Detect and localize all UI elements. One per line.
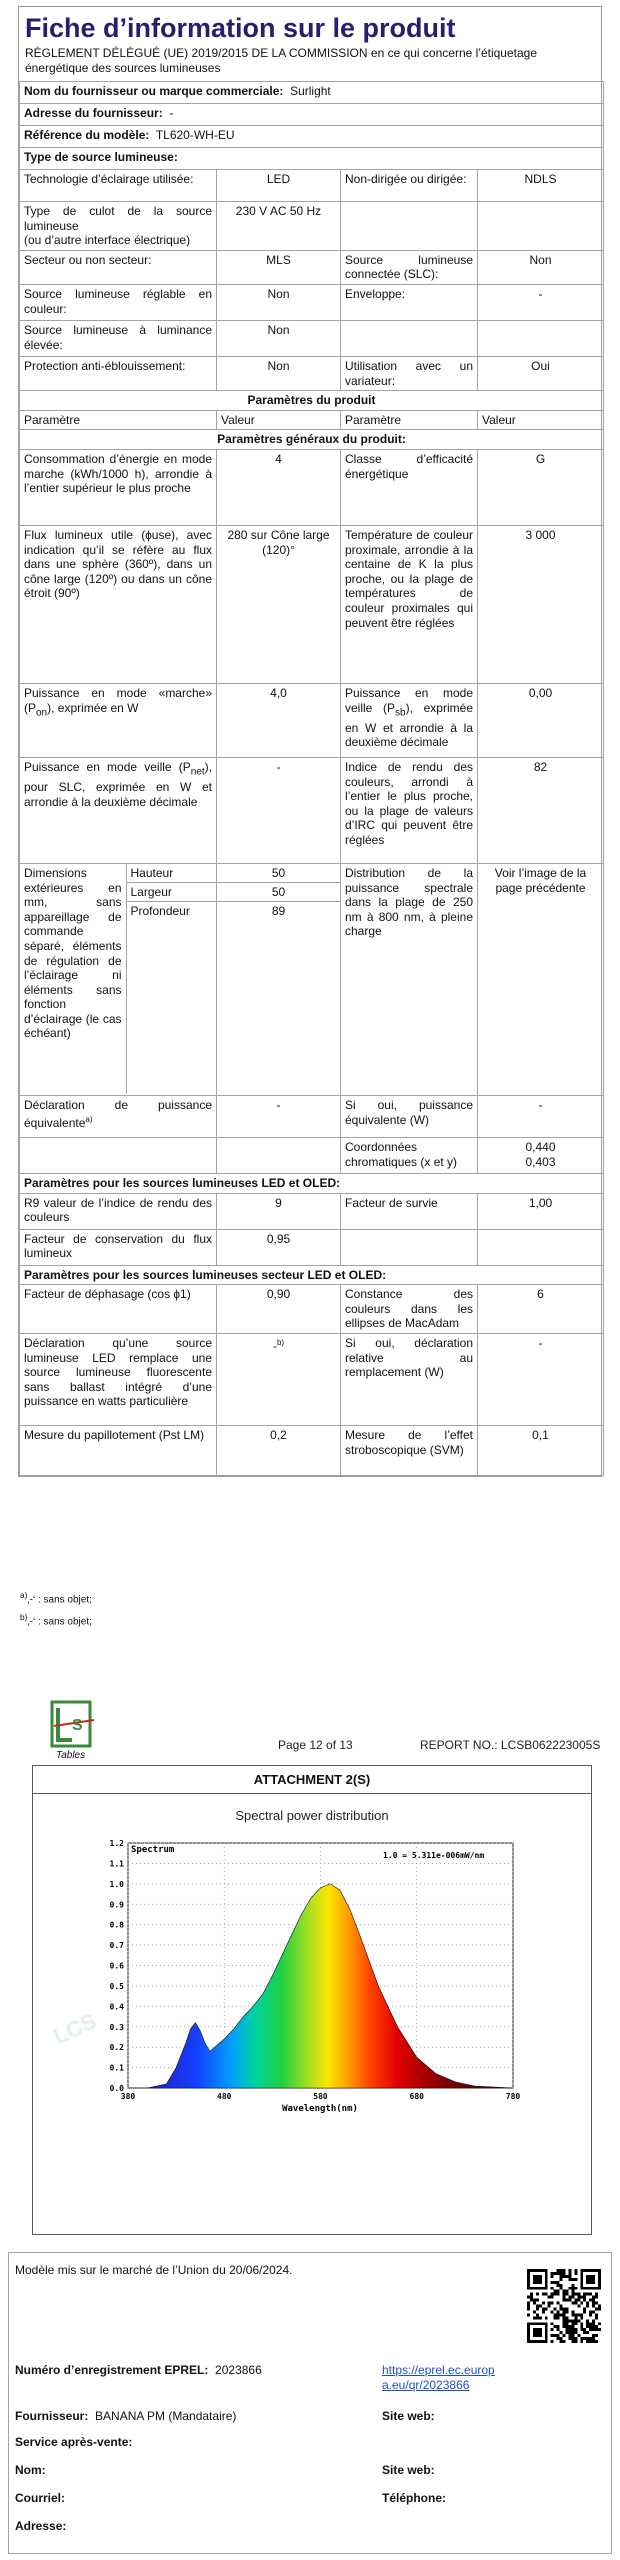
- y-tick-label: 0.7: [109, 1941, 124, 1951]
- cap-type-label-2: (ou d’autre interface électrique): [24, 233, 191, 248]
- lighting-technology-label: Technologie d’éclairage utilisée:: [20, 170, 217, 202]
- energy-class-label: Classe d’efficacité énergétique: [341, 449, 478, 525]
- column-header-parameter-2: Paramètre: [341, 410, 478, 430]
- product-parameters-heading: Paramètres du produit: [20, 391, 604, 411]
- y-axis-label: Spectrum: [131, 1845, 175, 1855]
- y-tick-label: 0.2: [109, 2043, 124, 2053]
- footnote-b: $^{b)}$‚-‘ : sans objet;: [20, 1612, 92, 1628]
- phone-label: Téléphone:: [382, 2491, 447, 2505]
- energy-consumption-label: Consommation d’énergie en mode marche (kWh/1000 h), arrondie à l’entier supérieur le plus proche: [20, 449, 217, 525]
- colour-temperature-value: 3 000: [478, 525, 604, 683]
- on-mode-power-value: 4,0: [217, 683, 341, 757]
- depth-value: 89: [271, 903, 286, 918]
- x-tick-label: 480: [217, 2092, 232, 2101]
- envelope-label: Enveloppe:: [341, 284, 478, 320]
- lab-logo: [50, 1700, 110, 1770]
- led-parameters-heading: Paramètres pour les sources lumineuses LED et OLED:: [20, 1173, 604, 1193]
- footnotes: [18, 1585, 602, 1630]
- anti-glare-label: Protection anti-éblouissement:: [20, 356, 217, 390]
- column-header-value: Valeur: [217, 410, 341, 430]
- cri-label: Indice de rendu des couleurs, arrondi à l’entier le plus proche, ou la plage de valeurs d’IRC qui peuvent être réglées: [341, 757, 478, 863]
- networked-standby-value: -: [217, 757, 341, 863]
- footnote-a: $^{a)}$‚-‘ : sans objet;: [20, 1590, 92, 1606]
- lumen-maintenance-value: 0,95: [217, 1229, 341, 1265]
- slc-value: Non: [478, 250, 604, 284]
- spectral-distribution-value: Voir l’image de la page précédente: [478, 863, 604, 1095]
- high-luminance-label: Source lumineuse à luminance élevée:: [20, 320, 217, 356]
- logo-caption: Tables: [56, 1750, 86, 1761]
- attachment-box: [32, 1765, 592, 2235]
- energy-consumption-value: 4: [217, 449, 341, 525]
- supplier-value: BANANA PM (Mandataire): [95, 2409, 237, 2423]
- email-label: Courriel:: [15, 2491, 66, 2505]
- eprel-link[interactable]: https://eprel.ec.europa.eu/qr/2023866: [382, 2363, 495, 2392]
- height-label: Hauteur: [127, 864, 217, 883]
- led-replacement-label: Déclaration qu’une source lumineuse LED remplace une source lumineuse fluorescente sans ballast intégré d’une puissance en watts particulière: [20, 1333, 217, 1425]
- address-label: Adresse:: [15, 2519, 67, 2533]
- high-luminance-value: Non: [217, 320, 341, 356]
- y-tick-label: 0.5: [109, 1981, 124, 1991]
- dimmer-value: Oui: [478, 356, 604, 390]
- directional-value: NDLS: [478, 170, 604, 202]
- survival-factor-label: Facteur de survie: [341, 1193, 478, 1229]
- after-sales-label: Service après-vente:: [15, 2435, 133, 2449]
- equivalent-power-label: Déclaration de puissance équivalente$^{a)}$: [20, 1095, 217, 1137]
- envelope-value: -: [478, 284, 604, 320]
- y-tick-label: 0.0: [109, 2084, 124, 2093]
- r9-value: 9: [217, 1193, 341, 1229]
- report-number: REPORT NO.: LCSB062223005S: [420, 1738, 601, 1752]
- luminous-flux-label: Flux lumineux utile (ɸuse), avec indication qu’il se réfère au flux dans une sphère (360º), dans un cône large (120º) ou dans un cône étroit (90º): [20, 525, 217, 683]
- product-table: [19, 81, 604, 1476]
- cap-type-label: Type de culot de la source lumineuse: [24, 204, 212, 233]
- cri-value: 82: [478, 757, 604, 863]
- light-source-type-heading: Type de source lumineuse:: [20, 148, 604, 170]
- cap-type-value: 230 V AC 50 Hz: [217, 202, 341, 251]
- displacement-factor-value: 0,90: [217, 1285, 341, 1334]
- page-title: Fiche d’information sur le produit: [25, 13, 456, 43]
- y-ticks: [110, 1839, 125, 2093]
- mains-value: MLS: [217, 250, 341, 284]
- x-axis-label: Wavelength(nm): [282, 2104, 358, 2114]
- supplier-address-value: -: [169, 106, 174, 120]
- lighting-technology-value: LED: [217, 170, 341, 202]
- width-value: 50: [217, 883, 340, 902]
- x-tick-label: 780: [505, 2092, 521, 2101]
- anti-glare-value: Non: [217, 356, 341, 390]
- equivalent-power-value: -: [217, 1095, 341, 1137]
- y-tick-label: 1.1: [109, 1859, 124, 1869]
- macadam-value: 6: [478, 1285, 604, 1334]
- x-ticks: [121, 2092, 521, 2101]
- energy-class-value: G: [478, 449, 604, 525]
- page-number: Page 12 of 13: [278, 1738, 353, 1752]
- on-mode-power-label: Puissance en mode «marche» $(P_{on})$, exprimée en W: [20, 683, 217, 757]
- stroboscopic-label: Mesure de l’effet stroboscopique (SVM): [341, 1425, 478, 1475]
- y-tick-label: 0.8: [109, 1920, 124, 1930]
- flicker-label: Mesure du papillotement (Pst LM): [20, 1425, 217, 1475]
- model-reference-value: TL620-WH-EU: [155, 128, 235, 142]
- r9-label: R9 valeur de l’indice de rendu des couleurs: [20, 1193, 217, 1229]
- supplier-label: Fournisseur:: [15, 2409, 89, 2423]
- chromaticity-label: Coordonnées chromatiques (x et y): [341, 1137, 478, 1173]
- attachment-title: ATTACHMENT 2(S): [33, 1766, 591, 1794]
- luminous-flux-value: 280 sur Cône large (120)°: [217, 525, 341, 683]
- x-tick-label: 680: [409, 2092, 424, 2101]
- networked-standby-label: Puissance en mode veille $(P_{net})$, pour SLC, exprimée en W et arrondie à la deuxième décimale: [20, 757, 217, 863]
- y-tick-label: 1.0: [109, 1879, 124, 1889]
- svg-text:S: S: [72, 1717, 83, 1734]
- y-tick-label: 0.1: [109, 2063, 124, 2073]
- replacement-w-label: Si oui, déclaration relative au remplacement (W): [341, 1333, 478, 1425]
- name-label: Nom:: [15, 2463, 46, 2477]
- watermark: LCS: [49, 2007, 101, 2050]
- general-parameters-heading: Paramètres généraux du produit:: [20, 430, 604, 450]
- y-tick-label: 0.6: [109, 1961, 124, 1971]
- height-value: 50: [217, 864, 340, 883]
- led-replacement-value: -$^{b)}$: [217, 1333, 341, 1425]
- website-label: Site web:: [382, 2409, 435, 2423]
- chart-annotation: 1.0 = 5.311e-006mW/nm: [383, 1851, 485, 1860]
- x-tick-label: 580: [313, 2092, 328, 2101]
- standby-power-value: 0,00: [478, 683, 604, 757]
- lumen-maintenance-label: Facteur de conservation du flux lumineux: [20, 1229, 217, 1265]
- depth-label: Profondeur: [130, 903, 190, 918]
- replacement-w-value: -: [478, 1333, 604, 1425]
- y-tick-label: 0.4: [109, 2002, 124, 2012]
- column-header-value-2: Valeur: [478, 410, 604, 430]
- eprel-info-box: [8, 2252, 612, 2554]
- macadam-label: Constance des couleurs dans les ellipses de MacAdam: [341, 1285, 478, 1334]
- equivalent-power-w-value: -: [478, 1095, 604, 1137]
- dimensions-label: Dimensions extérieures en mm, sans appareillage de commande séparé, éléments de régulation de l’éclairage ni éléments sans fonction d’éclairage (le cas échéant): [20, 864, 126, 1094]
- led-mains-parameters-heading: Paramètres pour les sources lumineuses secteur LED et OLED:: [20, 1265, 604, 1285]
- standby-power-label: Puissance en mode veille $(P_{sb})$, exprimée en W et arrondie à la deuxième décimale: [341, 683, 478, 757]
- test-report-page: [0, 1700, 620, 2240]
- qr-code-icon[interactable]: [527, 2269, 601, 2343]
- width-label: Largeur: [127, 883, 217, 902]
- colour-temperature-label: Température de couleur proximale, arrondie à la centaine de K la plus proche, ou la plage de températures de couleur proximales qui peuvent être réglées: [341, 525, 478, 683]
- supplier-address-label: Adresse du fournisseur:: [24, 106, 163, 120]
- chromaticity-x-value: 0,440: [525, 1139, 556, 1154]
- chart-title: Spectral power distribution: [235, 1808, 389, 1823]
- supplier-name-label: Nom du fournisseur ou marque commerciale:: [24, 84, 284, 98]
- survival-factor-value: 1,00: [478, 1193, 604, 1229]
- column-header-parameter: Paramètre: [20, 410, 217, 430]
- website-label-2: Site web:: [382, 2463, 435, 2477]
- spectral-distribution-label: Distribution de la puissance spectrale dans la plage de 250 nm à 800 nm, à pleine charge: [341, 863, 478, 1095]
- eprel-value: 2023866: [215, 2363, 262, 2377]
- y-tick-label: 1.2: [109, 1839, 124, 1848]
- regulation-text: RÈGLEMENT DÉLÉGUÉ (UE) 2019/2015 DE LA COMMISSION en ce qui concerne l’étiquetage énergétique des sources lumineuses: [25, 46, 538, 75]
- y-tick-label: 0.3: [109, 2022, 124, 2032]
- spectral-chart: [33, 1806, 593, 2226]
- market-date-text: Modèle mis sur le marché de l’Union du 20/06/2024.: [15, 2263, 293, 2277]
- colour-tunable-value: Non: [217, 284, 341, 320]
- equivalent-power-w-label: Si oui, puissance équivalente (W): [341, 1095, 478, 1137]
- stroboscopic-value: 0,1: [478, 1425, 604, 1475]
- product-information-sheet: [18, 6, 602, 1477]
- model-reference-label: Référence du modèle:: [24, 128, 150, 142]
- slc-label: Source lumineuse connectée (SLC):: [341, 250, 478, 284]
- y-tick-label: 0.9: [109, 1900, 124, 1910]
- directional-label: Non-dirigée ou dirigée:: [341, 170, 478, 202]
- supplier-name-value: Surlight: [290, 84, 331, 98]
- mains-label: Secteur ou non secteur:: [20, 250, 217, 284]
- chromaticity-y-value: 0,403: [525, 1154, 556, 1169]
- dimmer-label: Utilisation avec un variateur:: [341, 356, 478, 390]
- x-tick-label: 380: [120, 2092, 136, 2101]
- flicker-value: 0,2: [217, 1425, 341, 1475]
- displacement-factor-label: Facteur de déphasage (cos ɸ1): [20, 1285, 217, 1334]
- eprel-label: Numéro d’enregistrement EPREL:: [15, 2363, 209, 2377]
- colour-tunable-label: Source lumineuse réglable en couleur:: [20, 284, 217, 320]
